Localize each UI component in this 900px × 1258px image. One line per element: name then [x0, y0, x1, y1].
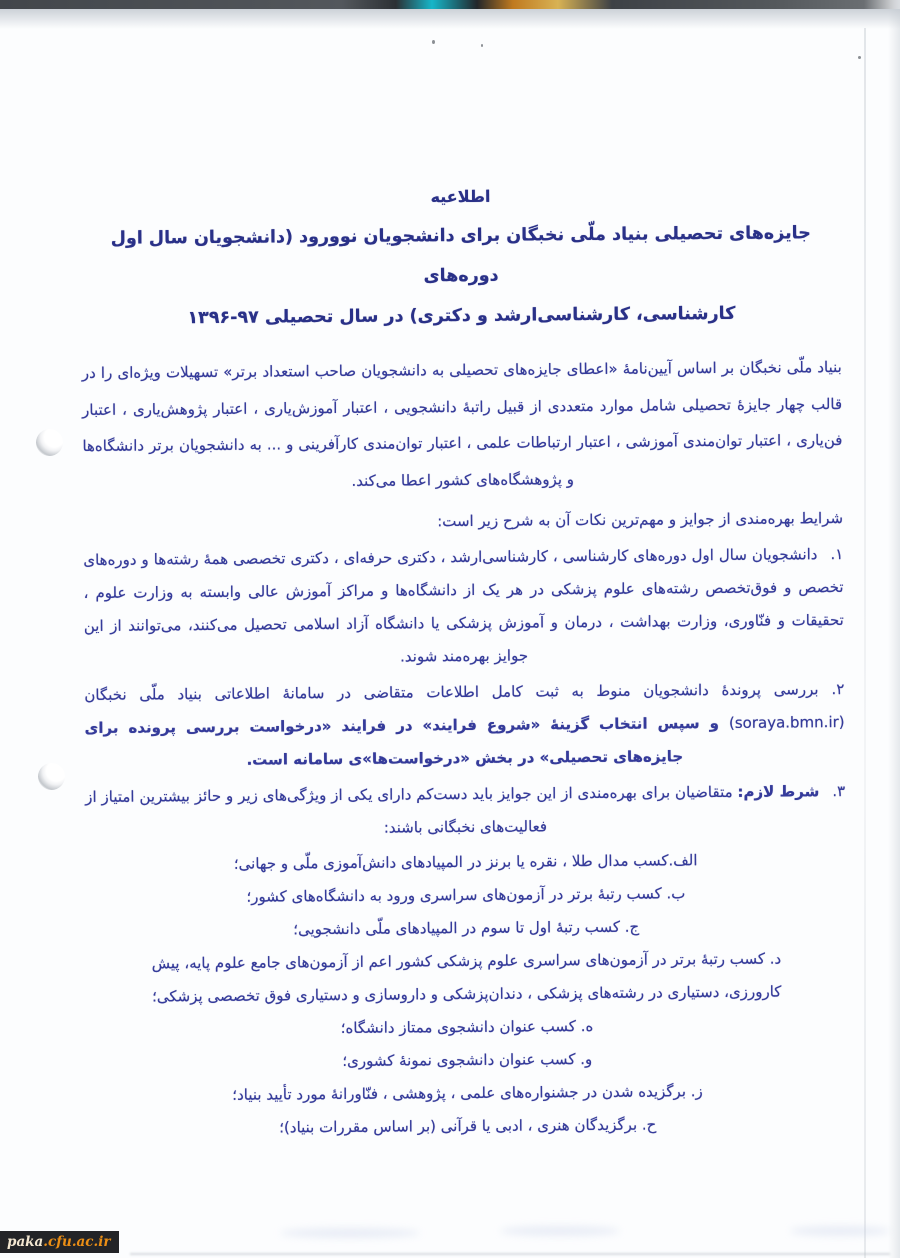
list-item: [85, 775, 845, 847]
page-crease-line: [864, 28, 866, 1258]
watermark-prefix: paka: [7, 1233, 44, 1250]
scan-edge-shadow: [0, 9, 900, 29]
criterion-line: و. کسب عنوان دانشجوی نمونهٔ کشوری؛: [342, 1050, 593, 1070]
numbered-list: [83, 538, 845, 847]
document-heading: جایزه‌های تحصیلی بنیاد ملّی نخبگان برای دانشجویان نوورود (دانشجویان سال اول دوره‌های کارشناسی، کارشناسی‌ارشد و دکتری) در سال تحصیلی ۹۷-۱۳۹۶: [110, 223, 811, 329]
right-edge-shadow: [888, 0, 900, 1258]
item-number: ۳.: [832, 782, 846, 801]
punch-hole-shadow: [36, 429, 63, 456]
criterion-line: د. کسب رتبهٔ برتر در آزمون‌های سراسری علوم پزشکی کشور اعم از آزمون‌های جامع علوم پایه، پیش کارورزی، دستیاری در رشته‌های پزشکی ، دندان‌پزشکی و داروسازی و دستیاری فوق تخصصی پزشکی؛: [151, 949, 782, 1006]
document-title: اطلاعیه: [430, 186, 491, 207]
item-number: ۲.: [831, 680, 845, 699]
conditions-lead: شرایط بهره‌مندی از جوایز و مهم‌ترین نکات آن به شرح زیر است:: [437, 509, 844, 531]
scan-edge-band: [0, 0, 900, 9]
scan-smudge: [500, 1226, 620, 1236]
scan-speck: [432, 40, 435, 44]
item-text: بررسی پروندهٔ دانشجویان منوط به ثبت کامل اطلاعات متقاضی در سامانهٔ اطلاعاتی بنیاد ملّی نخبگان (soraya.bmn.ir): [84, 680, 845, 732]
criterion-line: ح. برگزیدگان هنری ، ادبی یا قرآنی (بر اساس مقررات بنیاد)؛: [279, 1115, 657, 1137]
criterion-line: ج. کسب رتبهٔ اول تا سوم در المپیادهای ملّی دانشجویی؛: [293, 917, 640, 939]
criteria-list: [135, 843, 799, 1145]
criterion-line: ه. کسب عنوان دانشجوی ممتاز دانشگاه؛: [340, 1016, 594, 1037]
criterion-line: الف.کسب مدال طلا ، نقره یا برنز در المپیادهای دانش‌آموزی ملّی و جهانی؛: [233, 851, 698, 873]
watermark-suffix: .cfu.ac.ir: [43, 1233, 111, 1250]
item-text: و سپس انتخاب گزینهٔ «شروع فرایند» در فرایند «درخواست بررسی پرونده برای جایزه‌های تحصیلی» در بخش «درخواست‌ها»ی سامانه است.: [84, 713, 730, 769]
criterion-line: ز. برگزیده شدن در جشنواره‌های علمی ، پژوهشی ، فنّاورانهٔ مورد تأیید بنیاد؛: [232, 1082, 703, 1104]
item-number: ۱.: [830, 545, 844, 564]
scan-smudge: [280, 1228, 420, 1238]
list-item: [84, 673, 845, 778]
punch-hole-shadow: [38, 763, 65, 790]
intro-paragraph: بنیاد ملّی نخبگان بر اساس آیین‌نامهٔ «اعطای جایزه‌های تحصیلی به دانشجویان صاحب استعداد برتر» تسهیلات ویژه‌ای را در قالب چهار جایزهٔ تحصیلی شامل موارد متعددی از قبیل راتبهٔ دانشجویی ، اعتبار آموزش‌یاری ، اعتبار پژوهش‌یاری ، اعتبار فن‌یاری ، اعتبار توان‌مندی آموزشی ، اعتبار ارتباطات علمی ، اعتبار توان‌مندی کارآفرینی و ... به دانشجویان برتر دانشگاه‌ها و پژوهشگاه‌های کشور اعطا می‌کند.: [81, 358, 843, 490]
site-watermark: [0, 1231, 119, 1253]
bottom-edge-shadow: [130, 1253, 890, 1255]
scan-speck: [858, 56, 861, 59]
scan-smudge: [790, 1226, 890, 1236]
document-body: [80, 147, 848, 1146]
scan-speck: [481, 44, 483, 47]
list-item: [83, 538, 844, 676]
item-text: شرط لازم:: [737, 782, 820, 801]
item-text: دانشجویان سال اول دوره‌های کارشناسی ، کارشناسی‌ارشد ، دکتری حرفه‌ای ، دکتری تخصصی همهٔ رشته‌ها و دوره‌های تخصص و فوق‌تخصص رشته‌های علوم پزشکی در هر یک از دانشگاه‌ها و مراکز آموزش عالی وابسته به وزارت علوم ، تحقیقات و فنّاوری، وزارت بهداشت ، درمان و آموزش پزشکی یا دانشگاه آزاد اسلامی تحصیل می‌کنند، می‌توانند از این جوایز بهره‌مند شوند.: [83, 545, 844, 666]
criterion-line: ب. کسب رتبهٔ برتر در آزمون‌های سراسری ورود به دانشگاه‌های کشور؛: [246, 884, 686, 906]
item-text: متقاضیان برای بهره‌مندی از این جوایز باید دست‌کم دارای یکی از ویژگی‌های زیر و حائز بیشترین امتیاز از فعالیت‌های نخبگانی باشند:: [85, 782, 738, 837]
